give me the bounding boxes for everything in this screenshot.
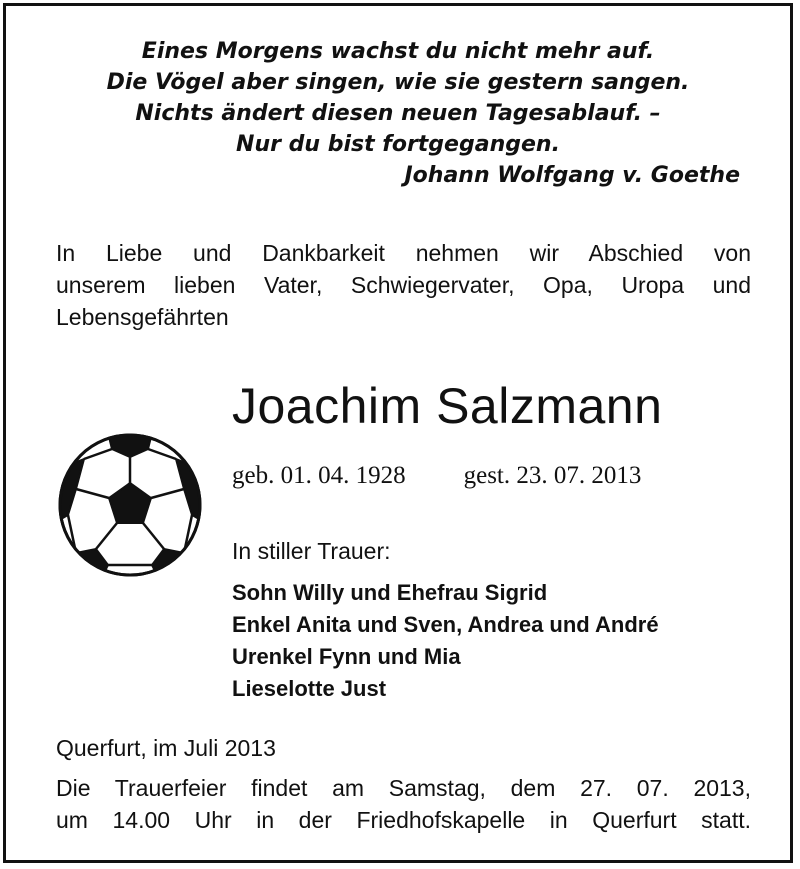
poem-line: Die Vögel aber singen, wie sie gestern sangen. bbox=[106, 70, 690, 95]
mourner-item: Lieselotte Just bbox=[232, 676, 387, 701]
intro-line: In Liebe und Dankbarkeit nehmen wir Abschied von bbox=[56, 240, 751, 266]
poem-author: Johann Wolfgang v. Goethe bbox=[404, 163, 740, 188]
poem-line: Nichts ändert diesen neuen Tagesablauf. – bbox=[135, 101, 661, 126]
mourner-item: Urenkel Fynn und Mia bbox=[232, 644, 461, 669]
obituary-frame bbox=[3, 3, 793, 863]
birth-date: geb. 01. 04. 1928 bbox=[232, 462, 406, 489]
intro-line: Lebensgefährten bbox=[56, 304, 229, 330]
deceased-name: Joachim Salzmann bbox=[232, 378, 663, 434]
poem bbox=[6, 36, 790, 191]
mourning-label: In stiller Trauer: bbox=[232, 538, 391, 564]
mourner-item: Sohn Willy und Ehefrau Sigrid bbox=[232, 580, 548, 605]
mourner-item: Enkel Anita und Sven, Andrea und André bbox=[232, 612, 659, 637]
mourners-list bbox=[232, 577, 659, 705]
service-line: Die Trauerfeier findet am Samstag, dem 27. 07. 2013, bbox=[56, 775, 751, 801]
poem-line: Eines Morgens wachst du nicht mehr auf. bbox=[141, 39, 655, 64]
place-date: Querfurt, im Juli 2013 bbox=[56, 735, 276, 761]
service-line: um 14.00 Uhr in der Friedhofskapelle in Querfurt statt. bbox=[56, 807, 751, 833]
life-dates bbox=[232, 461, 641, 491]
intro-text bbox=[56, 237, 751, 333]
service-info bbox=[56, 772, 751, 836]
intro-line: unserem lieben Vater, Schwiegervater, Opa, Uropa und bbox=[56, 272, 751, 298]
soccer-ball-icon bbox=[56, 431, 204, 579]
poem-line: Nur du bist fortgegangen. bbox=[236, 132, 560, 157]
death-date: gest. 23. 07. 2013 bbox=[463, 462, 642, 489]
